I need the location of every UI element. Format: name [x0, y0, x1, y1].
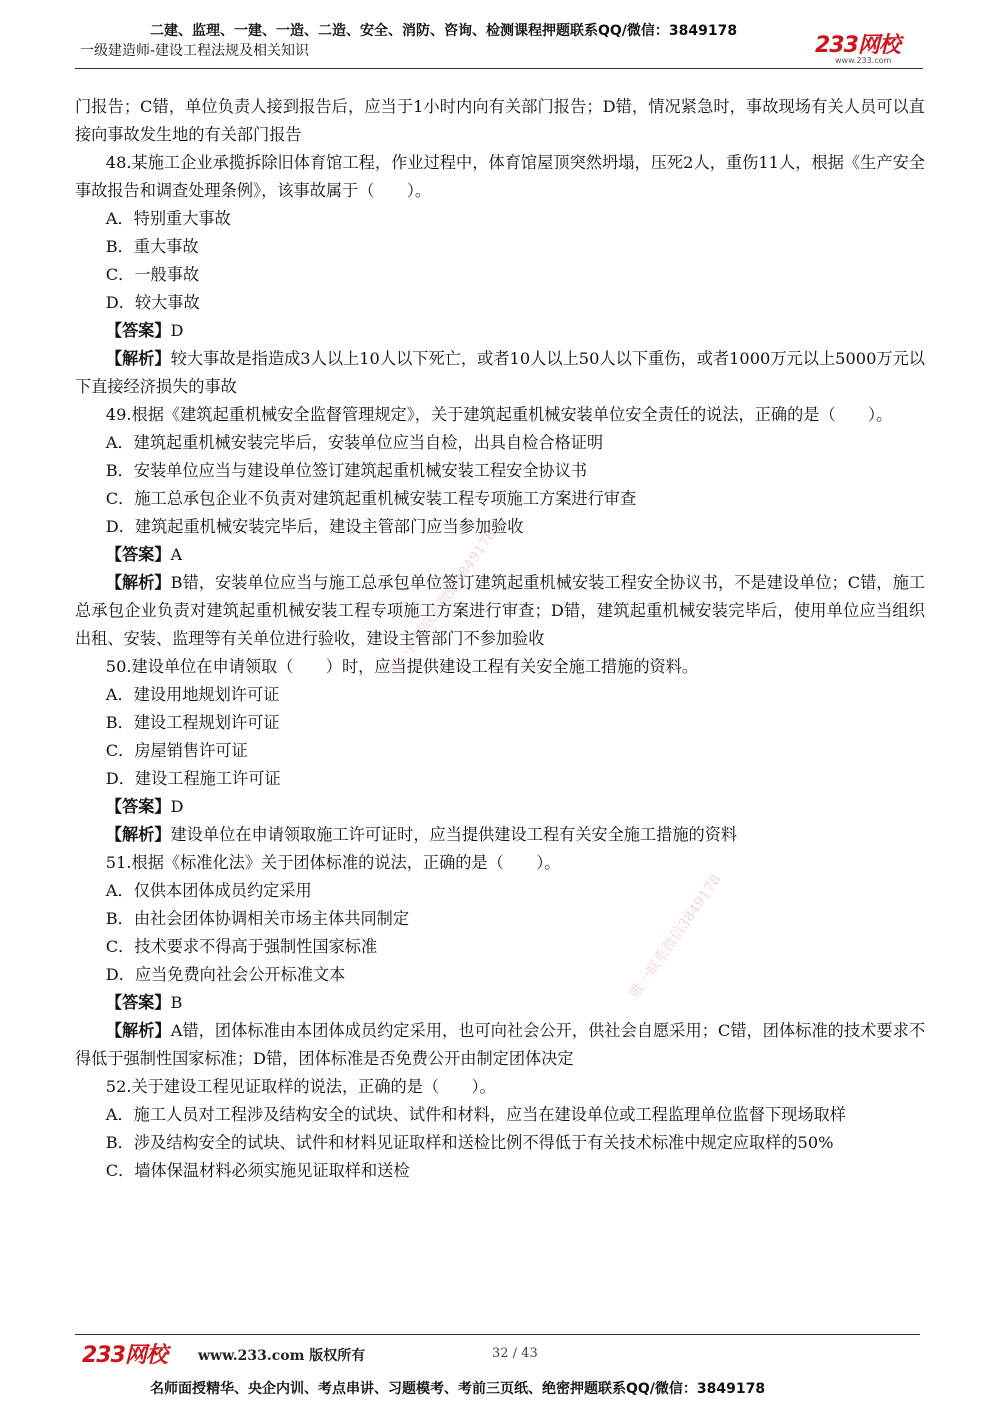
question-48-analysis — [75, 345, 925, 401]
answer-value: A — [170, 545, 183, 564]
question-49-option-c: C．施工总承包企业不负责对建筑起重机械安装工程专项施工方案进行审查 — [105, 489, 637, 508]
analysis-label: 【解析】 — [105, 1021, 171, 1040]
analysis-text: A错，团体标准由本团体成员约定采用，也可向社会公开，供社会自愿采用；C错，团体标准的技术要求不得低于强制性国家标准；D错，团体标准是否免费公开由制定团体决定 — [75, 1021, 926, 1068]
question-49-option-b: B．安装单位应当与建设单位签订建筑起重机械安装工程安全协议书 — [105, 461, 588, 480]
question-50-analysis — [75, 821, 925, 849]
question-51-option-a: A．仅供本团体成员约定采用 — [105, 881, 312, 900]
question-51-option-d: D．应当免费向社会公开标准文本 — [105, 965, 346, 984]
question-51-option-b: B．由社会团体协调相关市场主体共同制定 — [105, 909, 410, 928]
question-51-analysis — [75, 1017, 925, 1073]
question-52-stem: 52.关于建设工程见证取样的说法，正确的是（ ）。 — [105, 1077, 496, 1096]
question-52-option-b: B．涉及结构安全的试块、试件和材料见证取样和送检比例不得低于有关技术标准中规定应取样的50% — [105, 1133, 834, 1152]
analysis-text: 建设单位在申请领取施工许可证时，应当提供建设工程有关安全施工措施的资料 — [170, 825, 738, 844]
question-48-stem: 48.某施工企业承揽拆除旧体育馆工程，作业过程中，体育馆屋顶突然坍塌，压死2人，重伤11人，根据《生产安全事故报告和调查处理条例》，该事故属于（ ）。 — [75, 153, 925, 200]
header-divider — [75, 68, 923, 69]
question-50-option-a: A．建设用地规划许可证 — [105, 685, 280, 704]
header-promo: 二建、监理、一建、一造、二造、安全、消防、咨询、检测课程押题联系QQ/微信：3849178 — [150, 23, 738, 39]
question-49-stem: 49.根据《建筑起重机械安全监督管理规定》，关于建筑起重机械安装单位安全责任的说法，正确的是（ ）。 — [105, 405, 893, 424]
answer-value: D — [170, 321, 184, 340]
brand-logo — [815, 28, 925, 66]
footer-divider — [75, 1334, 920, 1335]
analysis-text: 较大事故是指造成3人以上10人以下死亡，或者10人以上50人以下重伤，或者1000万元以上5000万元以下直接经济损失的事故 — [75, 349, 925, 396]
analysis-text: B错，安装单位应当与施工总承包单位签订建筑起重机械安装工程安全协议书，不是建设单位；C错，施工总承包企业负责对建筑起重机械安装工程专项施工方案进行审查；D错，建筑起重机械安装完毕后，使用单位应当组织出租、安装、监理等有关单位进行验收，建设主管部门不参加验收 — [75, 573, 926, 648]
analysis-label: 【解析】 — [105, 825, 171, 844]
question-51-stem: 51.根据《标准化法》关于团体标准的说法，正确的是（ ）。 — [105, 853, 561, 872]
answer-label: 【答案】 — [105, 545, 171, 564]
page-number: 32 / 43 — [492, 1346, 538, 1361]
question-51-answer — [75, 989, 925, 1017]
footer-promo: 名师面授精华、央企内训、考点串讲、习题模考、考前三页纸、绝密押题联系QQ/微信：3849178 — [150, 1381, 766, 1397]
document-body — [75, 93, 925, 1185]
question-51-option-c: C．技术要求不得高于强制性国家标准 — [105, 937, 378, 956]
logo-url: www.233.com — [835, 56, 892, 65]
watermark-1: 唯一押题联系微信3849178 — [386, 526, 500, 679]
question-49-option-a: A．建筑起重机械安装完毕后，安装单位应当自检，出具自检合格证明 — [105, 433, 604, 452]
footer-logo: 233网校 — [82, 1343, 167, 1368]
analysis-label: 【解析】 — [105, 349, 171, 368]
answer-label: 【答案】 — [105, 321, 171, 340]
document-subtitle: 一级建造师-建设工程法规及相关知识 — [80, 43, 310, 59]
answer-value: D — [170, 797, 184, 816]
question-50-option-b: B．建设工程规划许可证 — [105, 713, 280, 732]
question-48-option-b: B．重大事故 — [105, 237, 199, 256]
analysis-label: 【解析】 — [105, 573, 171, 592]
question-49-answer — [75, 541, 925, 569]
answer-label: 【答案】 — [105, 797, 171, 816]
logo-mark: 233网校 — [815, 33, 900, 58]
question-48-option-d: D．较大事故 — [105, 293, 200, 312]
answer-value: B — [170, 993, 183, 1012]
question-52-option-a: A．施工人员对工程涉及结构安全的试块、试件和材料，应当在建设单位或工程监理单位监督下现场取样 — [105, 1105, 846, 1124]
question-48-answer — [75, 317, 925, 345]
footer-copyright: www.233.com 版权所有 — [198, 1348, 366, 1364]
question-50-option-d: D．建设工程施工许可证 — [105, 769, 281, 788]
question-50-option-c: C．房屋销售许可证 — [105, 741, 248, 760]
question-49-option-d: D．建筑起重机械安装完毕后，建设主管部门应当参加验收 — [105, 517, 524, 536]
question-49-analysis — [75, 569, 925, 653]
watermark-2: 唯一联系微信3849178 — [627, 871, 725, 1001]
question-52-option-c: C．墙体保温材料必须实施见证取样和送检 — [105, 1161, 410, 1180]
question-50-answer — [75, 793, 925, 821]
question-50-stem: 50.建设单位在申请领取（ ）时，应当提供建设工程有关安全施工措施的资料。 — [105, 657, 699, 676]
question-48-option-c: C．一般事故 — [105, 265, 200, 284]
answer-label: 【答案】 — [105, 993, 171, 1012]
question-48-option-a: A．特别重大事故 — [105, 209, 231, 228]
continued-analysis: 门报告；C错，单位负责人接到报告后，应当于1小时内向有关部门报告；D错，情况紧急时，事故现场有关人员可以直接向事故发生地的有关部门报告 — [75, 97, 925, 144]
